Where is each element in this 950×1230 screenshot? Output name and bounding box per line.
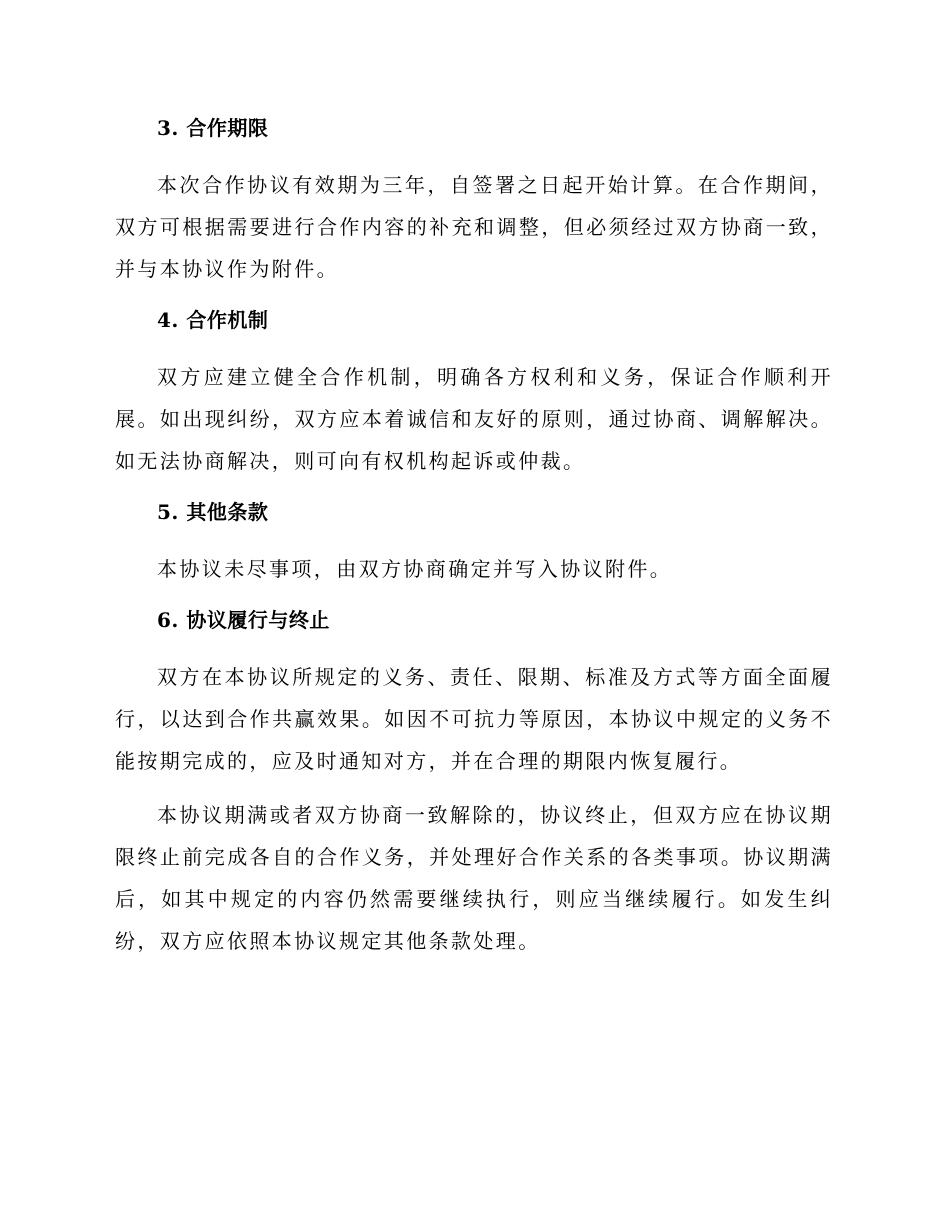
section-paragraph: 双方在本协议所规定的义务、责任、限期、标准及方式等方面全面履行，以达到合作共赢效果。如因不可抗力等原因，本协议中规定的义务不能按期完成的，应及时通知对方，并在合理的期限内恢复履行。 xyxy=(115,665,833,773)
document-body xyxy=(115,110,833,974)
section-heading: 6. 协议履行与终止 xyxy=(157,608,330,632)
section-paragraph: 本协议期满或者双方协商一致解除的，协议终止，但双方应在协议期限终止前完成各自的合作义务，并处理好合作关系的各类事项。协议期满后，如其中规定的内容仍然需要继续执行，则应当继续履行。如发生纠纷，双方应依照本协议规定其他条款处理。 xyxy=(115,803,833,953)
section-paragraph: 本协议未尽事项，由双方协商确定并写入协议附件。 xyxy=(157,557,673,581)
section-heading: 3. 合作期限 xyxy=(157,116,269,140)
section-cooperation-mechanism xyxy=(115,302,833,482)
section-paragraph: 本次合作协议有效期为三年，自签署之日起开始计算。在合作期间，双方可根据需要进行合作内容的补充和调整，但必须经过双方协商一致，并与本协议作为附件。 xyxy=(115,173,833,281)
section-heading: 5. 其他条款 xyxy=(157,500,269,524)
section-paragraph: 双方应建立健全合作机制，明确各方权利和义务，保证合作顺利开展。如出现纠纷，双方应本着诚信和友好的原则，通过协商、调解解决。如无法协商解决，则可向有权机构起诉或仲裁。 xyxy=(115,365,833,473)
section-heading: 4. 合作机制 xyxy=(157,308,269,332)
section-cooperation-term xyxy=(115,110,833,290)
section-other-terms xyxy=(115,494,833,590)
section-performance-termination xyxy=(115,602,833,962)
